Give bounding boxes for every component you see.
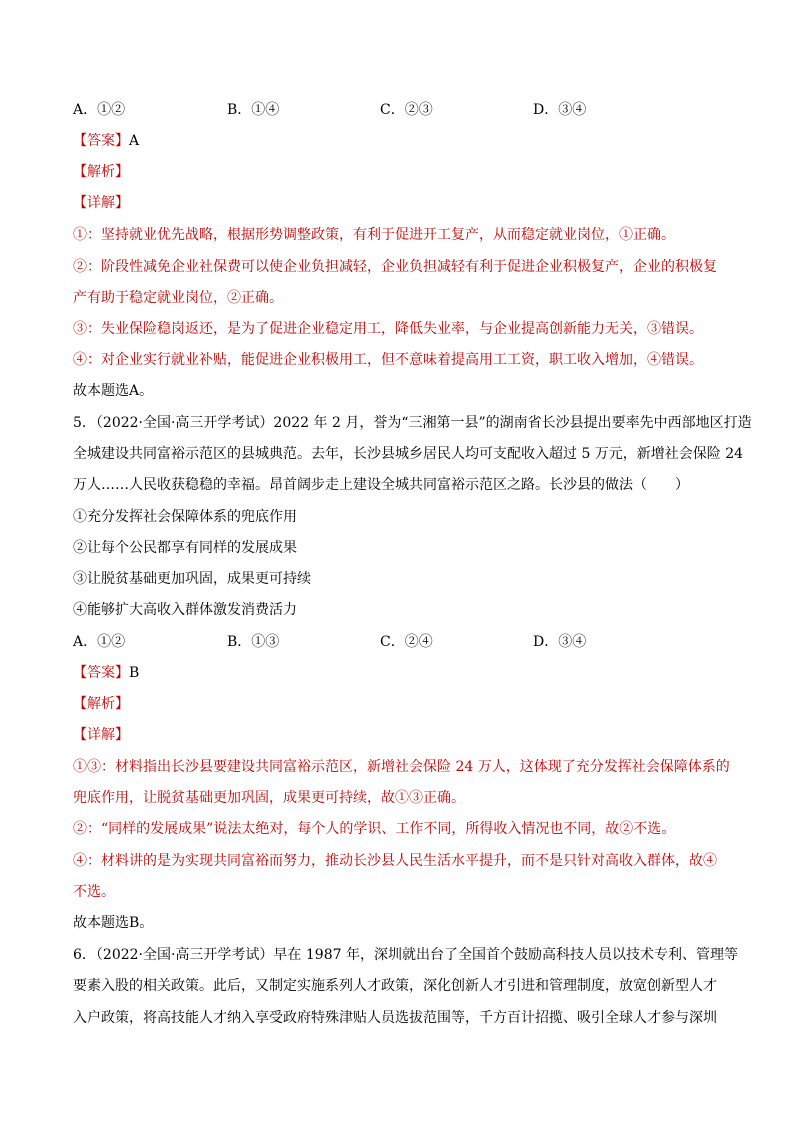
q5-item: ④能够扩大高收入群体激发消费活力 xyxy=(73,602,297,618)
q4-detail-line: ①：坚持就业优先战略，根据形势调整政策，有利于促进开工复产，从而稳定就业岗位，①正确。 xyxy=(73,227,675,243)
q4-detail-line: ②：阶段性减免企业社保费可以使企业负担减轻，企业负担减轻有利于促进企业积极复产，企业的积极复 xyxy=(73,259,717,275)
q5-detail-label: 【详解】 xyxy=(73,727,129,743)
q6-stem-line: 要素入股的相关政策。此后，又制定实施系列人才政策，深化创新人才引进和管理制度，放宽创新型人才 xyxy=(73,978,717,994)
q4-detail-line: ④：对企业实行就业补贴，能促进企业积极用工，但不意味着提高用工工资，职工收入增加，④错误。 xyxy=(73,352,703,368)
answer-label: 【答案】 xyxy=(73,133,129,149)
q5-detail-line: 兜底作用，让脱贫基础更加巩固，成果更可持续，故①③正确。 xyxy=(73,790,465,806)
q5-analysis-label: 【解析】 xyxy=(73,696,129,712)
q5-option-a: A．①② xyxy=(73,634,126,650)
q5-stem-line: 5．（2022·全国·高三开学考试）2022 年 2 月，誉为“三湘第一县”的湖南省长沙县提出要率先中西部地区打造 xyxy=(73,415,752,431)
q5-answer xyxy=(73,663,139,683)
q6-stem-line: 6．（2022·全国·高三开学考试）早在 1987 年，深圳就出台了全国首个鼓励高科技人员以技术专利、管理等 xyxy=(73,947,738,963)
q4-option-b: B．①④ xyxy=(227,102,280,118)
q5-stem-line: 万人……人民收获稳稳的幸福。昂首阔步走上建设全城共同富裕示范区之路。长沙县的做法（ ） xyxy=(73,477,689,493)
q6-stem-line: 入户政策，将高技能人才纳入享受政府特殊津贴人员选拔范围等，千方百计招揽、吸引全球人才参与深圳 xyxy=(73,1010,717,1026)
answer-label: 【答案】 xyxy=(73,665,129,681)
q4-option-d: D．③④ xyxy=(533,102,587,118)
q5-item: ②让每个公民都享有同样的发展成果 xyxy=(73,540,297,556)
q5-stem-line: 全城建设共同富裕示范区的县城典范。去年，长沙县城乡居民人均可支配收入超过 5 万元，新增社会保险 24 xyxy=(73,446,744,462)
q5-detail-line: ④：材料讲的是为实现共同富裕而努力，推动长沙县人民生活水平提升，而不是只针对高收入群体，故④ xyxy=(73,853,717,869)
q4-detail-line: 产有助于稳定就业岗位，②正确。 xyxy=(73,290,283,306)
q5-item: ①充分发挥社会保障体系的兜底作用 xyxy=(73,509,297,525)
q5-option-b: B．①③ xyxy=(227,634,280,650)
q4-detail-label: 【详解】 xyxy=(73,195,129,211)
q5-detail-line: ①③：材料指出长沙县要建设共同富裕示范区，新增社会保险 24 万人，这体现了充分发挥社会保障体系的 xyxy=(73,759,730,775)
q4-option-a: A．①② xyxy=(73,102,126,118)
q5-detail-line: 不选。 xyxy=(73,884,115,900)
q5-item: ③让脱贫基础更加巩固，成果更可持续 xyxy=(73,571,311,587)
q4-answer xyxy=(73,131,139,151)
q5-option-c: C．②④ xyxy=(380,634,433,650)
q4-option-c: C．②③ xyxy=(380,102,433,118)
q4-detail-line: ③：失业保险稳岗返还，是为了促进企业稳定用工，降低失业率，与企业提高创新能力无关，③错误。 xyxy=(73,321,703,337)
q4-analysis-label: 【解析】 xyxy=(73,164,129,180)
answer-value: A xyxy=(129,133,140,149)
answer-value: B xyxy=(129,665,140,681)
q5-option-d: D．③④ xyxy=(533,634,587,650)
q4-conclusion: 故本题选A。 xyxy=(73,383,154,399)
q5-conclusion: 故本题选B。 xyxy=(73,915,154,931)
q5-detail-line: ②：“同样的发展成果”说法太绝对，每个人的学识、工作不同，所得收入情况也不同，故②不选。 xyxy=(73,821,676,837)
